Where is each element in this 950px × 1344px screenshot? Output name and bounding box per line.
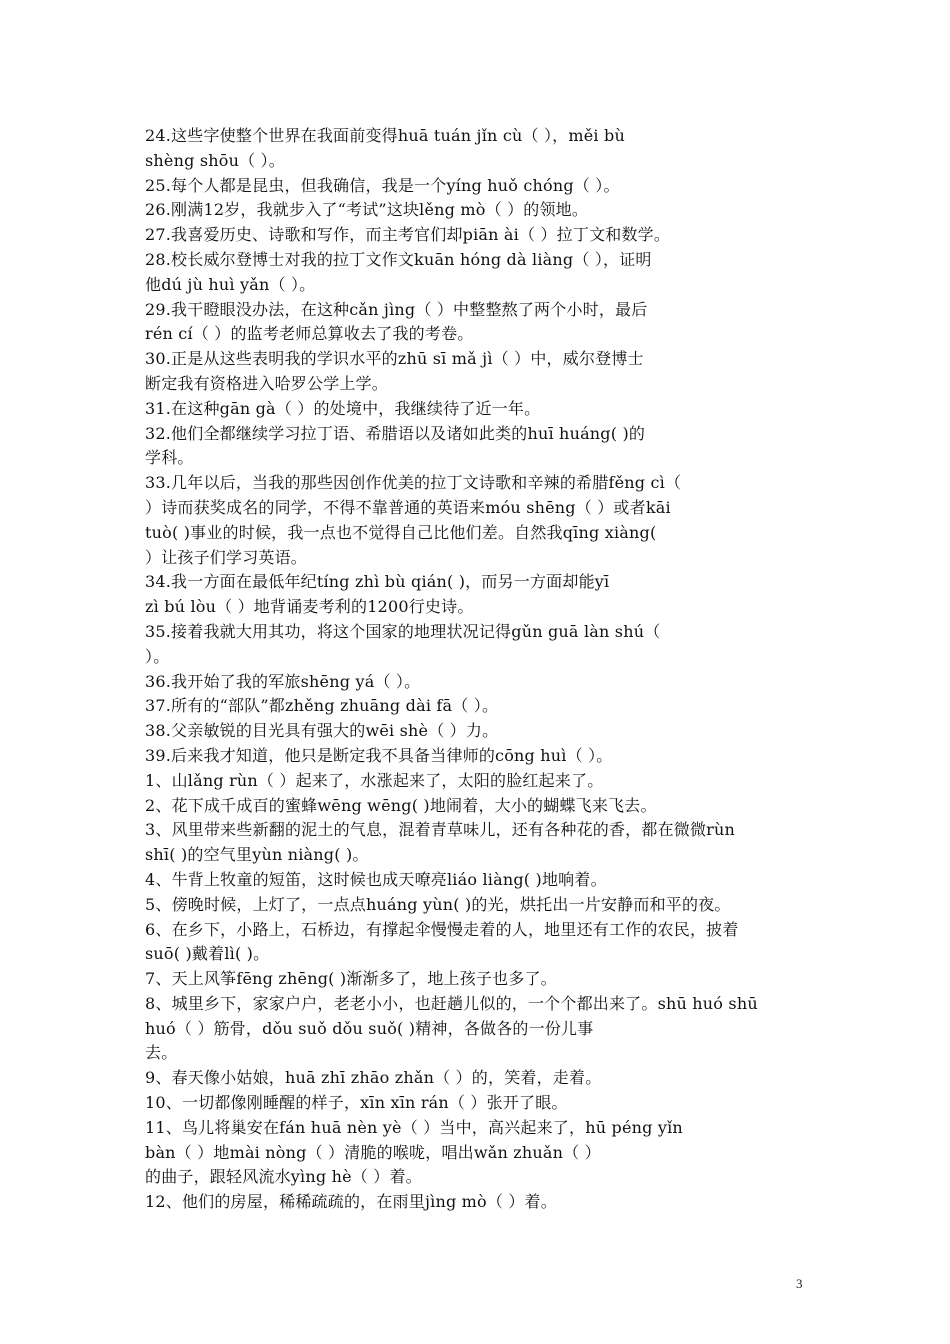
text-line: tuò( )事业的时候，我一点也不觉得自己比他们差。自然我qīng xiàng(	[145, 522, 657, 542]
text-line: 35.接着我就大用其功，将这个国家的地理状况记得gǔn guā làn shú（	[145, 621, 661, 641]
text-line: ）让孩子们学习英语。	[145, 547, 308, 567]
text-line: 他dú jù huì yǎn（ ）。	[145, 274, 316, 294]
text-line: 12、他们的房屋，稀稀疏疏的，在雨里jìng mò（ ）着。	[145, 1192, 557, 1212]
text-line: rén cí（ ）的监考老师总算收去了我的考卷。	[145, 324, 474, 344]
text-line: ）。	[145, 646, 170, 666]
text-line: suō( )戴着lì( )。	[145, 944, 270, 964]
text-line: 10、一切都像刚睡醒的样子，xīn xīn rán（ ）张开了眼。	[145, 1093, 568, 1113]
text-line: 4、牛背上牧童的短笛，这时候也成天嘹亮liáo liàng( )地响着。	[145, 869, 607, 889]
text-line: 30.正是从这些表明我的学识水平的zhū sī mǎ jì（ ）中，威尔登博士	[145, 349, 644, 369]
text-line: 的曲子，跟轻风流水yìng hè（ ）着。	[145, 1167, 422, 1187]
text-line: 37.所有的“部队”都zhěng zhuāng dài fā（ ）。	[145, 696, 499, 716]
text-line: 25.每个人都是昆虫，但我确信，我是一个yíng huǒ chóng（ ）。	[145, 175, 620, 195]
exercise-text	[145, 124, 815, 1215]
text-line: 28.校长威尔登博士对我的拉丁文作文kuān hóng dà liàng（ ），证明	[145, 249, 652, 269]
text-line: 32.他们全都继续学习拉丁语、希腊语以及诸如此类的huī huáng( )的	[145, 423, 646, 443]
text-line: 26.刚满12岁，我就步入了“考试”这块lěng mò（ ）的领地。	[145, 200, 589, 220]
text-line: shī( )的空气里yùn niàng( )。	[145, 845, 369, 865]
text-line: 27.我喜爱历史、诗歌和写作，而主考官们却piān ài（ ）拉丁文和数学。	[145, 225, 671, 245]
text-line: 31.在这种gān gà（ ）的处境中，我继续待了近一年。	[145, 398, 541, 418]
text-line: 38.父亲敏锐的目光具有强大的wēi shè（ ）力。	[145, 721, 499, 741]
text-line: bàn（ ）地mài nòng（ ）清脆的喉咙，唱出wǎn zhuǎn（ ）	[145, 1142, 601, 1162]
text-line: 7、天上风筝fēng zhēng( )渐渐多了，地上孩子也多了。	[145, 969, 557, 989]
text-line: 34.我一方面在最低年纪tíng zhì bù qián( )，而另一方面却能yī	[145, 572, 610, 592]
text-line: ）诗而获奖成名的同学，不得不靠普通的英语来móu shēng（ ）或者kāi	[145, 497, 671, 517]
text-line: 1、山lǎng rùn（ ）起来了，水涨起来了，太阳的脸红起来了。	[145, 770, 604, 790]
page-number: 3	[796, 1276, 803, 1291]
text-line: 8、城里乡下，家家户户，老老小小，也赶趟儿似的，一个个都出来了。shū huó shū	[145, 993, 758, 1013]
text-line: 33.几年以后，当我的那些因创作优美的拉丁文诗歌和辛辣的希腊fěng cì（	[145, 473, 682, 493]
text-line: 6、在乡下，小路上，石桥边，有撑起伞慢慢走着的人，地里还有工作的农民，披着	[145, 919, 739, 939]
text-line: 11、鸟儿将巢安在fán huā nèn yè（ ）当中，高兴起来了，hū péng yǐn	[145, 1117, 683, 1137]
text-line: 3、风里带来些新翻的泥土的气息，混着青草味儿，还有各种花的香，都在微微rùn	[145, 820, 736, 840]
text-line: 学科。	[145, 448, 194, 468]
text-line: zì bú lòu（ ）地背诵麦考利的1200行史诗。	[145, 597, 474, 617]
text-line: 去。	[145, 1043, 178, 1063]
text-line: huó（ ）筋骨，dǒu suǒ dǒu suǒ( )精神，各做各的一份儿事	[145, 1018, 594, 1038]
text-line: shèng shōu（ ）。	[145, 150, 285, 170]
text-line: 断定我有资格进入哈罗公学上学。	[145, 373, 389, 393]
text-line: 5、傍晚时候，上灯了，一点点huáng yùn( )的光，烘托出一片安静而和平的夜。	[145, 894, 731, 914]
text-line: 29.我干瞪眼没办法，在这种cǎn jìng（ ）中整整熬了两个小时，最后	[145, 299, 648, 319]
text-line: 39.后来我才知道，他只是断定我不具备当律师的cōng huì（ ）。	[145, 745, 613, 765]
text-line: 9、春天像小姑娘，huā zhī zhāo zhǎn（ ）的，笑着，走着。	[145, 1068, 602, 1088]
text-line: 24.这些字使整个世界在我面前变得huā tuán jǐn cù（ ），měi bù	[145, 126, 625, 145]
text-line: 2、花下成千成百的蜜蜂wēng wēng( )地闹着，大小的蝴蝶飞来飞去。	[145, 795, 657, 815]
text-line: 36.我开始了我的军旅shēng yá（ ）。	[145, 671, 421, 691]
